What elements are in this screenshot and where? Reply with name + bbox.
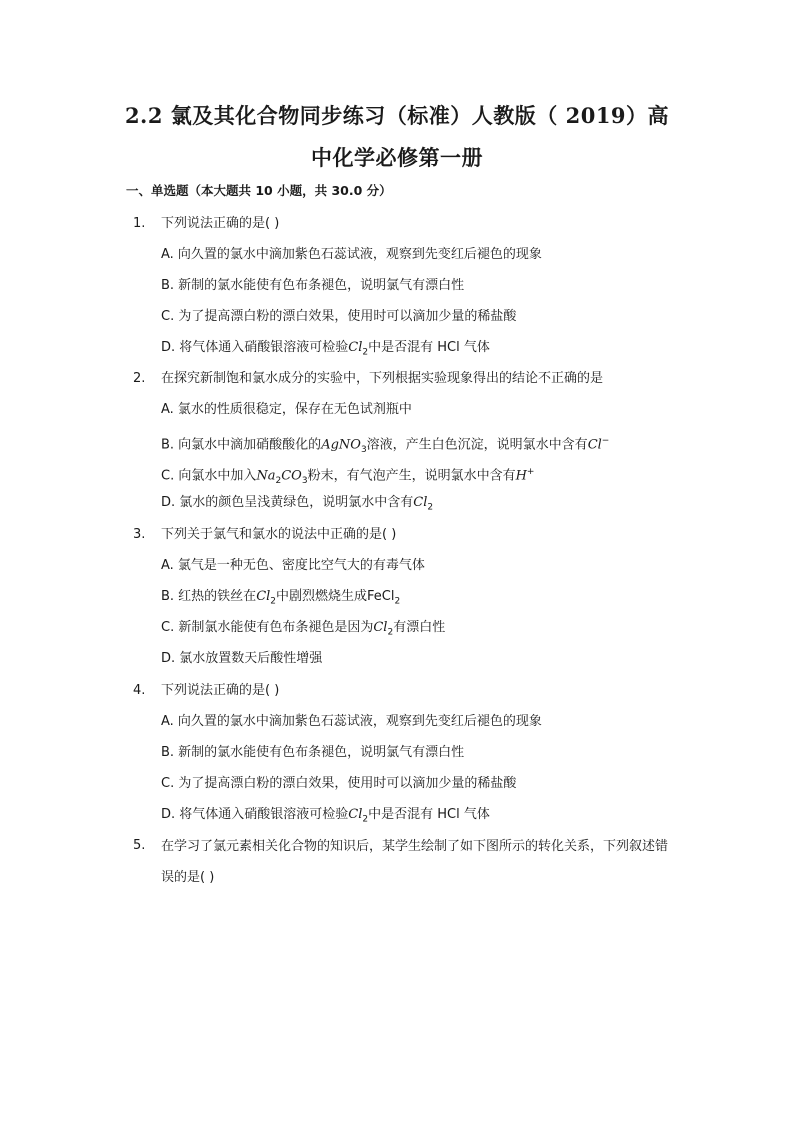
q3-option-b bbox=[161, 587, 400, 612]
option-text: B. 向氯水中滴加硝酸酸化的 bbox=[161, 437, 322, 453]
q4-option-d bbox=[161, 805, 490, 830]
formula: Cl bbox=[348, 807, 363, 822]
option-text: C. 向氯水中加入 bbox=[161, 468, 257, 484]
option-text: 中是否混有 HCl 气体 bbox=[368, 340, 490, 355]
option-text: 粉末，有气泡产生，说明氯水中含有 bbox=[307, 468, 516, 484]
question-5-stem: 在学习了氯元素相关化合物的知识后，某学生绘制了如下图所示的转化关系，下列叙述错误的是( ) bbox=[161, 839, 669, 885]
question-number: 5. bbox=[133, 838, 146, 853]
question-number: 3. bbox=[133, 527, 146, 542]
question-number: 2. bbox=[133, 371, 146, 386]
option-text: D. 氯水的颜色呈浅黄绿色，说明氯水中含有 bbox=[161, 495, 414, 510]
question-number: 1. bbox=[133, 216, 146, 231]
q4-option-b: B. 新制的氯水能使有色布条褪色，说明氯气有漂白性 bbox=[161, 745, 465, 760]
question-2 bbox=[133, 369, 603, 389]
formula: Cl bbox=[413, 495, 428, 510]
ion-charge: + bbox=[526, 467, 535, 477]
formula-subscript: 2 bbox=[275, 475, 282, 486]
q4-option-a: A. 向久置的氯水中滴加紫色石蕊试液，观察到先变红后褪色的现象 bbox=[161, 714, 542, 729]
option-text: 有漂白性 bbox=[393, 620, 446, 635]
question-stem: 下列说法正确的是( ) bbox=[161, 216, 280, 231]
question-number: 4. bbox=[133, 683, 146, 698]
q2-option-d bbox=[161, 493, 433, 518]
ion-formula: Cl bbox=[587, 437, 602, 453]
option-text: D. 将气体通入硝酸银溶液可检验 bbox=[161, 340, 349, 355]
formula-subscript: 2 bbox=[387, 627, 394, 638]
q4-option-c: C. 为了提高漂白粉的漂白效果，使用时可以滴加少量的稀盐酸 bbox=[161, 776, 517, 791]
formula-subscript: 3 bbox=[301, 475, 308, 486]
option-text: D. 将气体通入硝酸银溶液可检验 bbox=[161, 807, 349, 822]
question-stem: 下列关于氯气和氯水的说法中正确的是( ) bbox=[161, 527, 397, 542]
q2-option-a: A. 氯水的性质很稳定，保存在无色试剂瓶中 bbox=[161, 402, 412, 417]
formula-subscript: 2 bbox=[394, 596, 401, 607]
q3-option-c bbox=[161, 618, 445, 643]
formula-subscript: 2 bbox=[362, 814, 369, 825]
question-4 bbox=[133, 681, 279, 701]
formula: Cl bbox=[373, 620, 388, 635]
question-stem: 下列说法正确的是( ) bbox=[161, 683, 280, 698]
formula: AgNO bbox=[321, 437, 361, 453]
page-title-line2: 中化学必修第一册 bbox=[311, 145, 483, 170]
formula: CO bbox=[281, 468, 302, 484]
ion-formula: H bbox=[515, 468, 527, 484]
question-stem: 在探究新制饱和氯水成分的实验中，下列根据实验现象得出的结论不正确的是 bbox=[161, 371, 604, 386]
formula: Cl bbox=[256, 589, 271, 604]
q3-option-d: D. 氯水放置数天后酸性增强 bbox=[161, 651, 323, 666]
q1-option-c: C. 为了提高漂白粉的漂白效果，使用时可以滴加少量的稀盐酸 bbox=[161, 309, 517, 324]
option-text: 中是否混有 HCl 气体 bbox=[368, 807, 490, 822]
q1-option-b: B. 新制的氯水能使有色布条褪色，说明氯气有漂白性 bbox=[161, 278, 465, 293]
q2-option-c bbox=[161, 462, 534, 491]
q1-option-a: A. 向久置的氯水中滴加紫色石蕊试液，观察到先变红后褪色的现象 bbox=[161, 247, 542, 262]
formula-subscript: 2 bbox=[427, 502, 434, 513]
option-text: B. 红热的铁丝在 bbox=[161, 589, 257, 604]
formula: Na bbox=[256, 468, 276, 484]
ion-charge: − bbox=[601, 436, 610, 446]
page-title-line1: 2.2 氯及其化合物同步练习（标准）人教版（ 2019）高 bbox=[124, 103, 670, 128]
formula: Cl bbox=[348, 340, 363, 355]
option-text: 中剧烈燃烧生成FeCl bbox=[276, 589, 395, 604]
formula-subscript: 3 bbox=[360, 444, 367, 455]
question-5 bbox=[133, 836, 161, 856]
q1-option-d bbox=[161, 338, 490, 363]
q3-option-a: A. 氯气是一种无色、密度比空气大的有毒气体 bbox=[161, 558, 425, 573]
q2-option-b bbox=[161, 431, 609, 460]
section-heading: 一、单选题（本大题共 10 小题，共 30.0 分） bbox=[126, 183, 392, 198]
question-3 bbox=[133, 525, 396, 545]
formula-subscript: 2 bbox=[270, 596, 277, 607]
option-text: C. 新制氯水能使有色布条褪色是因为 bbox=[161, 620, 374, 635]
formula-subscript: 2 bbox=[362, 347, 369, 358]
option-text: 溶液，产生白色沉淀，说明氯水中含有 bbox=[366, 437, 588, 453]
question-1 bbox=[133, 214, 279, 234]
